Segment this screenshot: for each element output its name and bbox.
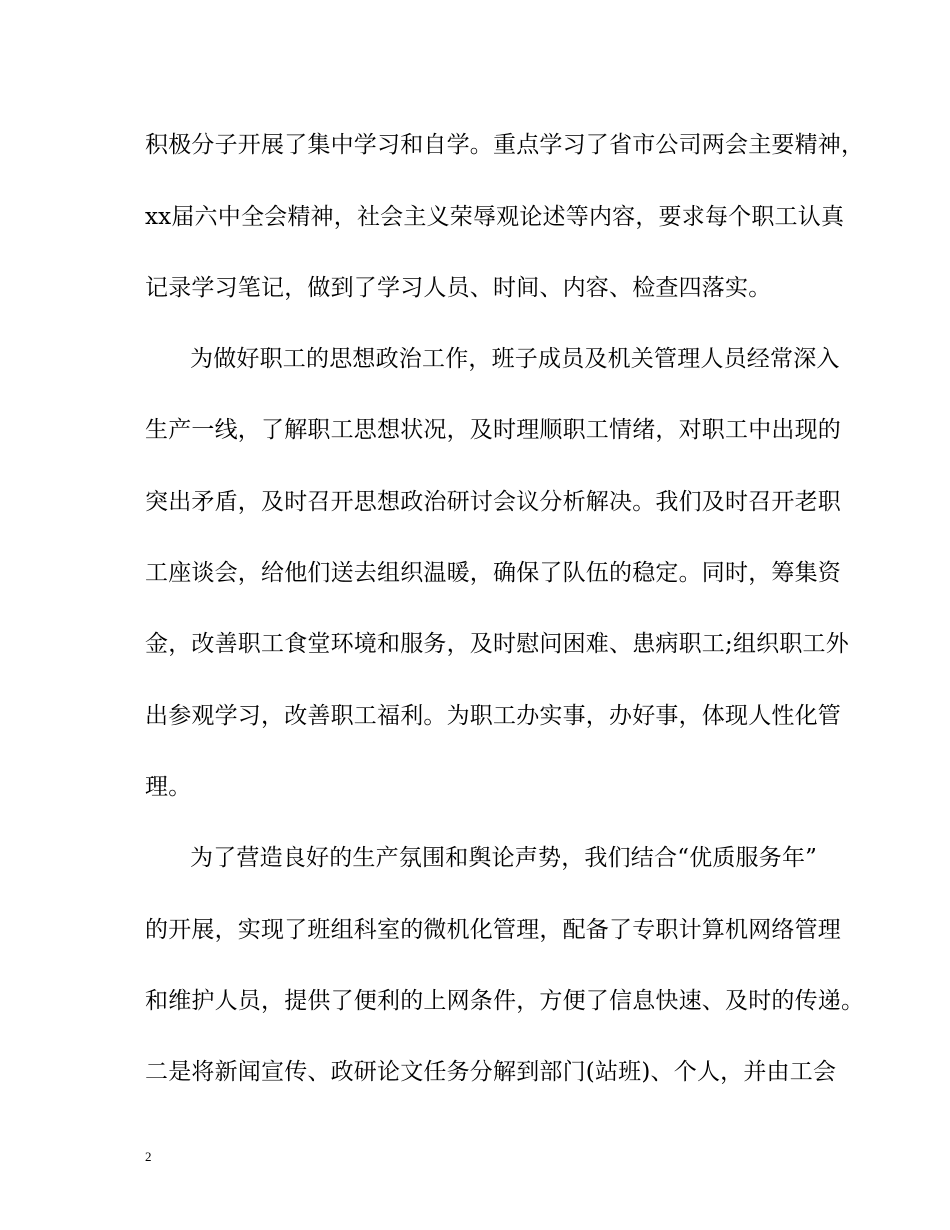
text-line: 出参观学习，改善职工福利。为职工办实事，办好事，体现人性化管 [145,703,841,729]
text-line: 金，改善职工食堂环境和服务，及时慰问困难、患病职工;组织职工外 [145,631,849,657]
page-number: 2 [145,1149,152,1164]
text-line: 生产一线，了解职工思想状况，及时理顺职工情绪，对职工中出现的 [145,417,841,443]
text-line: 工座谈会，给他们送去组织温暖，确保了队伍的稳定。同时，筹集资 [145,560,841,586]
text-line: 的开展，实现了班组科室的微机化管理，配备了专职计算机网络管理 [145,917,841,943]
text-line: 积极分子开展了集中学习和自学。重点学习了省市公司两会主要精神， [145,132,865,158]
text-line: 和维护人员，提供了便利的上网条件，方便了信息快速、及时的传递。 [145,988,865,1014]
text-line: 记录学习笔记，做到了学习人员、时间、内容、检查四落实。 [145,275,772,301]
text-line: 为做好职工的思想政治工作，班子成员及机关管理人员经常深入 [190,346,840,372]
text-line: 为了营造良好的生产氛围和舆论声势，我们结合“优质服务年” [190,845,818,871]
text-line: 理。 [145,774,192,800]
text-line: 突出矛盾，及时召开思想政治研讨会议分析解决。我们及时召开老职 [145,489,841,515]
text-line: 二是将新闻宣传、政研论文任务分解到部门(站班)、个人，并由工会 [145,1059,837,1085]
text-line: xx届六中全会精神，社会主义荣辱观论述等内容，要求每个职工认真 [145,204,845,230]
